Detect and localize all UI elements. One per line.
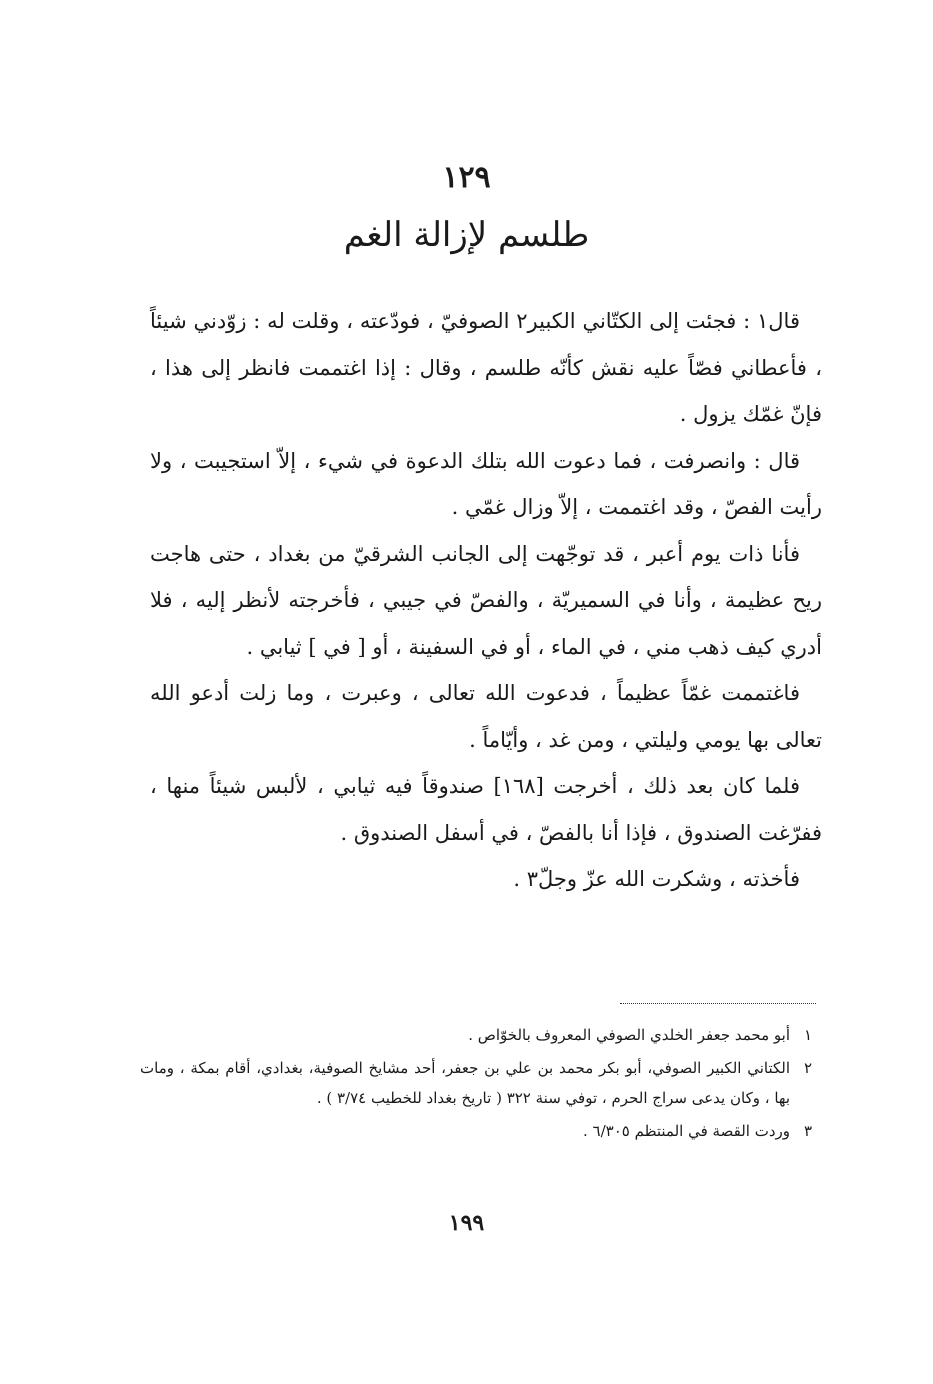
footnote <box>140 1053 812 1113</box>
paragraph: قال : وانصرفت ، فما دعوت الله بتلك الدعوة في شيء ، إلاّ استجيبت ، ولا رأيت الفصّ ، وقد اغتممت ، إلاّ وزال غمّي . <box>150 448 822 519</box>
chapter-title: طلسم لإزالة الغم <box>343 215 590 255</box>
footnote-text: وردت القصة في المنتظم ٦/٣٠٥ . <box>583 1122 790 1140</box>
footnote <box>140 1020 812 1050</box>
footnote-text: الكتاني الكبير الصوفي، أبو بكر محمد بن علي بن جعفر، أحد مشايخ الصوفية، بغدادي، أقام بمكة ، ومات بها ، وكان يدعى سراج الحرم ، توفي سنة ٣٢٢ ( تاريخ بغداد للخطيب ٣/٧٤ ) . <box>140 1059 790 1107</box>
paragraph: فأخذته ، وشكرت الله عزّ وجلّ٣ . <box>513 867 800 891</box>
page-number: ١٩٩ <box>448 1210 485 1236</box>
footnote-number: ١ <box>803 1026 812 1044</box>
paragraph: فأنا ذات يوم أعبر ، قد توجّهت إلى الجانب الشرقيّ من بغداد ، حتى هاجت ريح عظيمة ، وأنا في السميريّة ، والفصّ في جيبي ، فأخرجته لأنظر إليه ، فلا أدري كيف ذهب مني ، في الماء ، أو في السفينة ، أو [ في ] ثيابي . <box>150 541 822 659</box>
footnote <box>140 1116 812 1146</box>
footnote-text: أبو محمد جعفر الخلدي الصوفي المعروف بالخوّاص . <box>468 1026 790 1044</box>
paragraph: قال١ : فجئت إلى الكتّاني الكبير٢ الصوفيّ ، فودّعته ، وقلت له : زوّدني شيئاً ، فأعطاني فصّاً عليه نقش كأنّه طلسم ، وقال : إذا اغتممت فانظر إلى هذا ، فإنّ غمّك يزول . <box>150 309 822 426</box>
footnote-separator <box>620 1003 816 1004</box>
chapter-number: ١٢٩ <box>442 160 491 195</box>
footnote-number: ٢ <box>803 1059 812 1077</box>
paragraph: فلما كان بعد ذلك ، أخرجت [١٦٨] صندوقاً فيه ثيابي ، لألبس شيئاً منها ، ففرّغت الصندوق ، فإذا أنا بالفصّ ، في أسفل الصندوق . <box>150 774 822 845</box>
paragraph: فاغتممت غمّاً عظيماً ، فدعوت الله تعالى ، وعبرت ، وما زلت أدعو الله تعالى بها يومي وليلتي ، ومن غد ، وأيّاماً . <box>150 681 822 752</box>
footnotes <box>140 1020 812 1149</box>
body-text <box>150 298 822 903</box>
footnote-number: ٣ <box>803 1122 812 1140</box>
